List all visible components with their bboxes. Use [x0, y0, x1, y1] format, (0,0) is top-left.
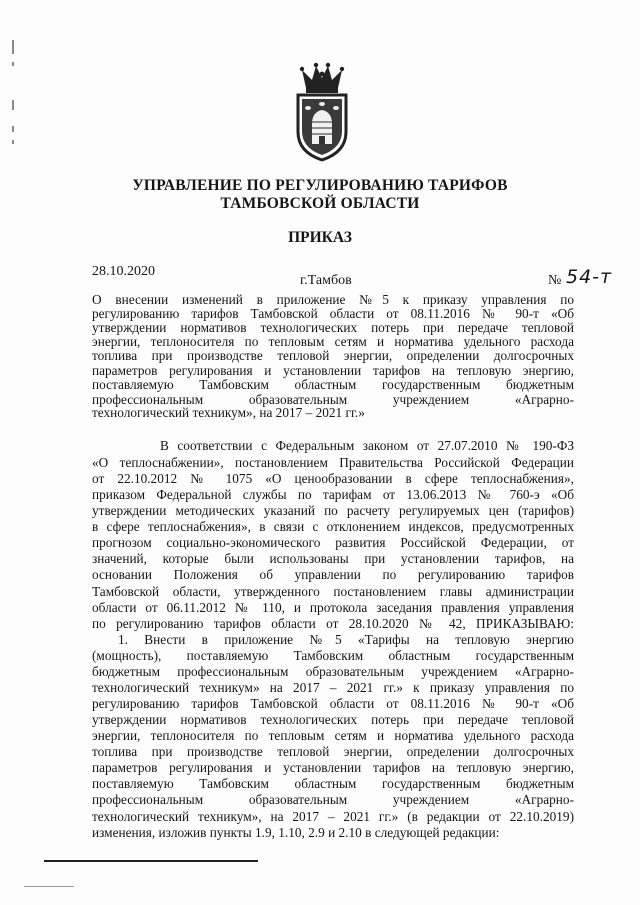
clause-1-line: технологический техникум», на 2017 – 2021 гг.» (в редакции от 22.10.2019) [92, 809, 574, 824]
clause-1-line: топлива при производстве тепловой энергии, определении долгосрочных [92, 744, 574, 759]
order-date: 28.10.2020 [92, 264, 155, 279]
clause-1-line: поставляемую Тамбовским областным государственным бюджетным [92, 776, 574, 791]
clause-1-line: регулированию тарифов Тамбовской области от 08.11.2016 № 90-т «Об [92, 696, 574, 711]
subject-line: регулированию тарифов Тамбовской области от 08.11.2016 № 90-т «Об [92, 306, 574, 321]
preamble-line: В соответствии с Федеральным законом от 27.07.2010 № 190-ФЗ [160, 438, 574, 453]
subject-line: поставляемую Тамбовским областным государственным бюджетным [92, 377, 574, 392]
preamble-line: Тамбовской области, утвержденного постановлением главы администрации [92, 584, 574, 599]
order-number-label: № [548, 273, 562, 288]
subject-line: топлива при производстве тепловой энергии, определении долгосрочных [92, 348, 574, 363]
subject-line: О внесении изменений в приложение №5 к приказу управления по [92, 292, 574, 307]
preamble-line: области от 06.11.2012 № 110, и протокола заседания правления управления [92, 600, 574, 615]
clause-1-line: 1. Внести в приложение №5 «Тарифы на тепловую энергию [118, 632, 574, 647]
preamble-line: значений, которые были использованы при установлении тарифов, на [92, 551, 574, 566]
preamble-line: приказом Федеральной службы по тарифам от 13.06.2013 № 760-э «Об [92, 487, 574, 502]
clause-1-line: утверждении нормативов технологических потерь при передаче тепловой [92, 712, 574, 727]
organization-name-line1: УПРАВЛЕНИЕ ПО РЕГУЛИРОВАНИЮ ТАРИФОВ [132, 177, 508, 194]
preamble-line: прогнозом социально-экономического развития Российской Федерации, от [92, 535, 574, 550]
subject-line: параметров регулирования и установлении тарифов на тепловую энергию, [92, 363, 574, 378]
clause-1-line: параметров регулирования и установлении тарифов на тепловую энергию, [92, 760, 574, 775]
document-type: ПРИКАЗ [288, 229, 352, 246]
scan-edge-mark [12, 40, 14, 54]
clause-1-line: изменения, изложив пункты 1.9, 1.10, 2.9 и 2.10 в следующей редакции: [92, 825, 500, 840]
preamble-line: от 22.10.2012 № 1075 «О ценообразовании в сфере теплоснабжения», [92, 471, 574, 486]
preamble-line: утверждении методических указаний по расчету регулируемых цен (тарифов) [92, 503, 574, 518]
preamble-line: «О теплоснабжении», постановлением Правительства Российской Федерации [92, 455, 574, 470]
scan-edge-mark [12, 140, 14, 144]
preamble-line: в сфере теплоснабжения», в связи с отклонением индексов, предусмотренных [92, 519, 574, 534]
order-number-handwritten: 54-т [566, 266, 613, 288]
preamble-line: основании Положения об управлении по регулированию тарифов [92, 567, 574, 582]
subject-line: утверждении нормативов технологических потерь при передаче тепловой [92, 320, 574, 335]
scan-edge-mark [12, 62, 14, 66]
clause-1-line: профессиональным образовательным учреждением «Аграрно- [92, 792, 574, 807]
clause-1-line: (мощность), поставляемую Тамбовским областным государственным [92, 648, 574, 663]
preamble-line: по регулированию тарифов области от 28.10.2020 № 42, ПРИКАЗЫВАЮ: [92, 616, 574, 631]
scan-edge-mark [24, 886, 74, 887]
subject-line: энергии, теплоносителя по тепловым сетям и норматива удельного расхода [92, 334, 574, 349]
subject-line: технологический техникум», на 2017 – 2021 гг.» [92, 405, 365, 420]
order-city: г.Тамбов [300, 273, 352, 288]
subject-line: профессиональным образовательным учреждением «Аграрно- [92, 392, 574, 407]
footer-rule [44, 860, 258, 862]
organization-name-line2: ТАМБОВСКОЙ ОБЛАСТИ [220, 195, 420, 212]
clause-1-line: технологический техникум» на 2017 – 2021 гг.» к приказу управления по [92, 680, 574, 695]
clause-1-line: бюджетным профессиональным образовательным учреждением «Аграрно- [92, 664, 574, 679]
scan-edge-mark [12, 126, 14, 132]
clause-1-line: энергии, теплоносителя по тепловым сетям и норматива удельного расхода [92, 728, 574, 743]
scan-edge-mark [12, 100, 14, 110]
coat-of-arms-emblem [290, 62, 354, 162]
